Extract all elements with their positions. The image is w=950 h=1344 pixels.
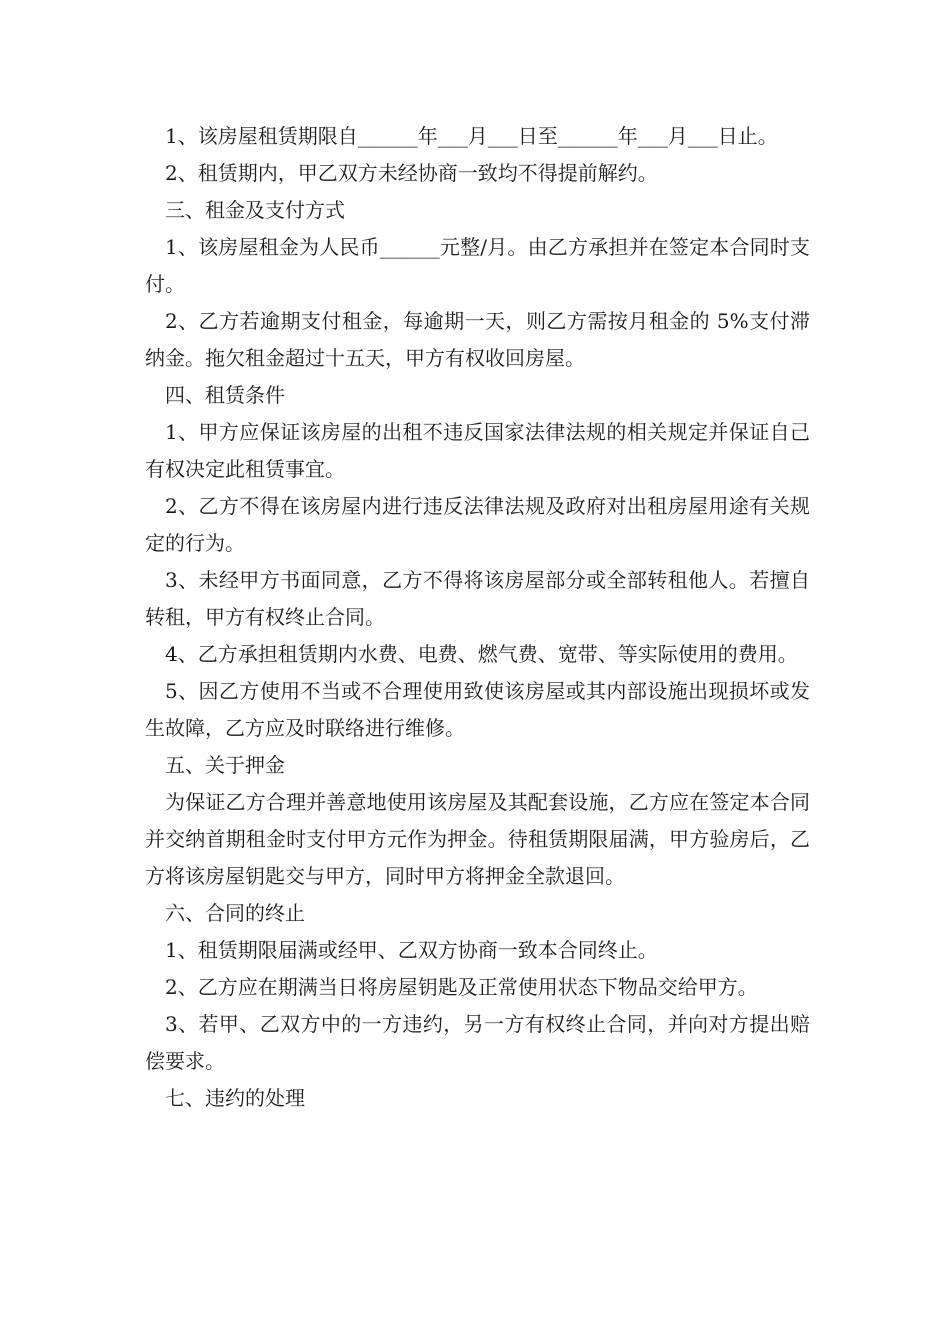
condition-clause-4: 4、乙方承担租赁期内水费、电费、燃气费、宽带、等实际使用的费用。: [165, 642, 798, 666]
section-heading-rent: 三、租金及支付方式: [165, 198, 345, 222]
deposit-clause: 为保证乙方合理并善意地使用该房屋及其配套设施，乙方应在签定本合同并交纳首期租金时支付甲方元作为押金。待租赁期限届满，甲方验房后，乙方将该房屋钥匙交与甲方，同时甲方将押金全款退回。: [145, 790, 810, 888]
rent-clause-1: 1、该房屋租金为人民币______元整/月。由乙方承担并在签定本合同时支付。: [145, 235, 810, 296]
condition-clause-5: 5、因乙方使用不当或不合理使用致使该房屋或其内部设施出现损坏或发生故障，乙方应及时联络进行维修。: [145, 679, 810, 740]
condition-clause-2: 2、乙方不得在该房屋内进行违反法律法规及政府对出租房屋用途有关规定的行为。: [145, 494, 810, 555]
termination-clause-3: 3、若甲、乙双方中的一方违约，另一方有权终止合同，并向对方提出赔偿要求。: [145, 1012, 810, 1073]
condition-clause-3: 3、未经甲方书面同意，乙方不得将该房屋部分或全部转租他人。若擅自转租，甲方有权终止合同。: [145, 568, 810, 629]
document-body: [145, 118, 810, 1117]
section-heading-conditions: 四、租赁条件: [165, 383, 285, 407]
term-clause-2: 2、租赁期内，甲乙双方未经协商一致均不得提前解约。: [165, 161, 658, 185]
term-clause-1: 1、该房屋租赁期限自______年___月___日至______年___月___日止。: [165, 124, 778, 148]
section-heading-deposit: 五、关于押金: [165, 753, 285, 777]
rent-clause-2: 2、乙方若逾期支付租金，每逾期一天，则乙方需按月租金的 5%支付滞纳金。拖欠租金超过十五天，甲方有权收回房屋。: [145, 309, 810, 370]
section-heading-breach: 七、违约的处理: [165, 1086, 305, 1110]
termination-clause-2: 2、乙方应在期满当日将房屋钥匙及正常使用状态下物品交给甲方。: [165, 975, 758, 999]
section-heading-termination: 六、合同的终止: [165, 901, 305, 925]
condition-clause-1: 1、甲方应保证该房屋的出租不违反国家法律法规的相关规定并保证自己有权决定此租赁事宜。: [145, 420, 810, 481]
termination-clause-1: 1、租赁期限届满或经甲、乙双方协商一致本合同终止。: [165, 938, 658, 962]
